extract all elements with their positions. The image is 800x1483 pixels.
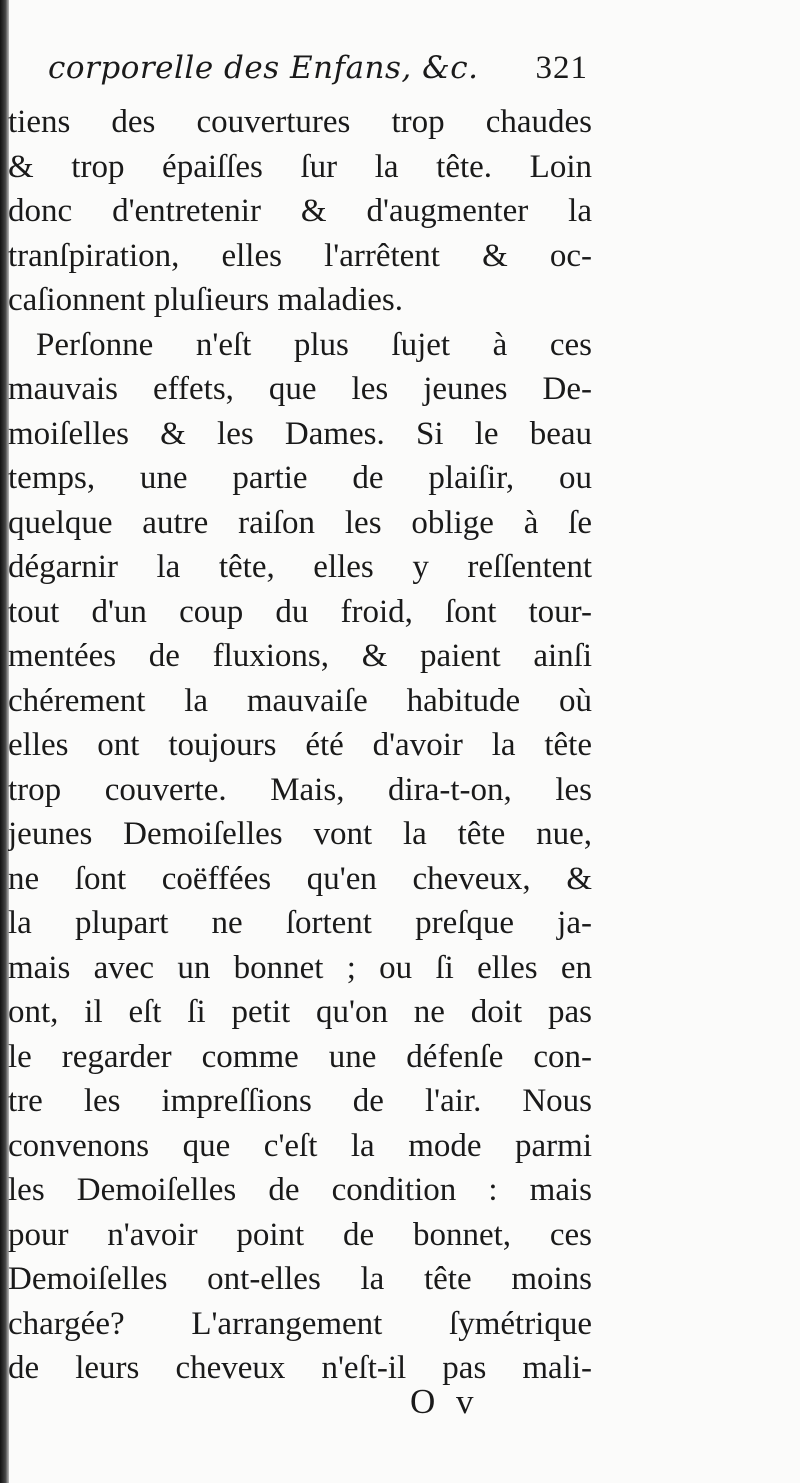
text-line: mais avec un bonnet ; ou ſi elles en (8, 949, 592, 986)
text-line: chargée? L'arrangement ſymétrique (8, 1305, 592, 1342)
text-line: tranſpiration, elles l'arrêtent & oc- (8, 237, 592, 274)
text-line: tre les impreſſions de l'air. Nous (8, 1083, 592, 1119)
text-line: mentées de fluxions, & paient ainſi (8, 638, 592, 674)
text-line: elles ont toujours été d'avoir la tête (8, 727, 592, 763)
page-number: 321 (535, 50, 588, 86)
text-line: tout d'un coup du froid, ſont tour- (8, 593, 592, 630)
text-line: temps, une partie de plaiſir, ou (8, 460, 592, 496)
text-line: pour n'avoir point de bonnet, ces (8, 1216, 592, 1253)
text-line: dégarnir la tête, elles y reſſentent (8, 549, 592, 585)
text-line: de leurs cheveux n'eſt-il pas mali- (8, 1350, 592, 1386)
text-line: mauvais effets, que les jeunes De- (8, 371, 592, 407)
running-head-title: corporelle des Enfans, &c. (48, 50, 479, 86)
signature-mark: O v (410, 1382, 480, 1421)
text-line: ne ſont coëffées qu'en cheveux, & (8, 860, 592, 897)
text-line: donc d'entretenir & d'augmenter la (8, 193, 592, 229)
text-line: chérement la mauvaiſe habitude où (8, 682, 592, 719)
text-line: tiens des couvertures trop chaudes (8, 104, 592, 140)
body-text (8, 100, 592, 1391)
text-line: Perſonne n'eſt plus ſujet à ces (36, 326, 592, 363)
text-line: caſionnent pluſieurs maladies. (8, 282, 403, 318)
text-line: la plupart ne ſortent preſque ja- (8, 905, 592, 941)
text-line: convenons que c'eſt la mode parmi (8, 1127, 592, 1164)
text-line: les Demoiſelles de condition : mais (8, 1172, 592, 1208)
running-head (48, 50, 588, 100)
text-line: trop couverte. Mais, dira-t-on, les (8, 771, 592, 808)
text-line: moiſelles & les Dames. Si le beau (8, 415, 592, 452)
text-line: jeunes Demoiſelles vont la tête nue, (8, 816, 592, 852)
text-line: Demoiſelles ont-elles la tête moins (8, 1261, 592, 1297)
text-line: & trop épaiſſes ſur la tête. Loin (8, 148, 592, 185)
text-line: le regarder comme une défenſe con- (8, 1038, 592, 1075)
text-line: ont, il eſt ſi petit qu'on ne doit pas (8, 994, 592, 1030)
text-line: quelque autre raiſon les oblige à ſe (8, 504, 592, 541)
